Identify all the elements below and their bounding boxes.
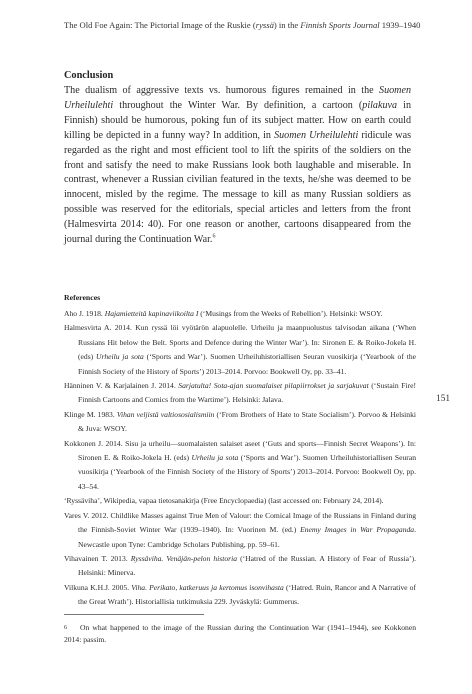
ref-text: (‘From Brothers of Hate to State Socialism’). Porvoo & Helsinki & Juva: WSOY.: [78, 409, 416, 434]
reference-item: [64, 437, 416, 495]
footnote-text: On what happened to the image of the Russian during the Continuation War (1941–1944), see Kokkonen 2014: passim.: [64, 623, 416, 644]
ref-text: (‘Hatred of the Russian. A History of Fear of Russia’). Helsinki: Minerva.: [78, 553, 416, 578]
footnote-reference[interactable]: 6: [212, 233, 216, 240]
running-head-journal: Finnish Sports Journal: [300, 20, 380, 30]
ref-text: Hänninen V. & Karjalainen J. 2014.: [64, 381, 179, 391]
body-text: ridicule was regarded as the right and most efficient tool to lift the spirits of the soldiers on the front and satisfy the need to make Russians look both laughable and miserable. In contrast, whenever a Russian civilian featured in the texts, he/she was deemed to be innocent, misled by the regime. The message to kill as many Russian soldiers as possible was reserved for the editorials, special articles and letters from the front (Halmesvirta 2014: 40). For one reason or another, cartoons disappeared from the journal during the Continuation War.: [64, 129, 411, 246]
ref-text: Vihavainen T. 2013.: [64, 553, 131, 563]
reference-item: [64, 408, 416, 437]
ref-title: Hajamietteitä kapinaviikoilta I: [104, 309, 199, 318]
ref-text: (‘Sports and War’). Suomen Urheiluhistoriallisen Seuran vuosikirja (‘Yearbook of the Finnish Society of the History of Sports’) 2013–2014. Porvoo: Bookwell Oy, pp. 33–41.: [78, 352, 416, 376]
ref-text: ‘Ryssäviha’, Wikipedia, vapaa tietosanakirja (Free Encyclopaedia) (last accessed on: February 24, 2014).: [64, 496, 384, 506]
running-head-text: 1939–1940: [379, 20, 421, 30]
footnote-divider: [64, 614, 204, 615]
ref-text: Vilkuna K.H.J. 2005.: [64, 582, 132, 592]
ref-title: Viha. Perikato, katkeruus ja kertomus isonvihasta: [131, 582, 284, 592]
ref-text: (‘Musings from the Weeks of Rebellion’). Helsinki: WSOY.: [198, 309, 383, 318]
ref-text: (‘Sustain Fire! Finnish Cartoons and Comics from the Wartime’). Helsinki: Jalava.: [78, 381, 416, 405]
body-text: in Finnish) should be humorous, poking fun of its subject matter. How on earth could killing be depicted in a funny way? In addition, in: [64, 99, 411, 141]
running-head-text: ) in the: [273, 20, 301, 30]
body-text: The dualism of aggressive texts vs. humorous figures remained in the: [64, 85, 380, 96]
page-number: 151: [436, 394, 451, 404]
ref-text: Halmesvirta A. 2014. Kun ryssä löi vyötärön alapuolelle. Urheilu ja maanpuolustus talvisodan aikana (‘When Russians Hit below the Belt. Sports and Defence during the Winter War’). In: Sironen E. & Roiko-Jokela H. (eds): [64, 323, 416, 362]
ref-title: Urheilu ja sota: [96, 352, 144, 362]
references-list: [64, 307, 416, 610]
ref-title: Urheilu ja sota: [191, 453, 239, 463]
finnish-term: pilakuva: [362, 99, 398, 111]
reference-item: [64, 307, 416, 321]
ref-title: Sarjatulta! Sota-ajan suomalaiset pilapiirrokset ja sarjakuvat: [178, 381, 369, 391]
ref-text: Aho J. 1918.: [64, 309, 105, 318]
ref-text: Vares V. 2012. Childlike Masses against True Men of Valour: the Comical Image of the Russians in Finland during the Finnish-Soviet Winter War (1939–1940). In: Vuorinen M. (ed.): [64, 510, 416, 535]
references-heading: References: [64, 293, 101, 302]
reference-item: [64, 509, 416, 552]
footnote-mark: 6: [64, 625, 67, 631]
reference-item: [64, 494, 416, 508]
ref-text: (‘Hatred. Ruin, Rancor and A Narrative of the Great Wrath’). Historiallisia tutkimuksia 229. Jyväskylä: Gummerus.: [78, 582, 416, 607]
ref-title: Ryssäviha. Venäjän-pelon historia: [130, 553, 237, 563]
reference-item: [64, 321, 416, 379]
reference-item: [64, 379, 416, 408]
ref-text: Klinge M. 1983.: [64, 409, 117, 419]
ref-text: . Newcastle upon Tyne: Cambridge Scholars Publishing, pp. 59–61.: [78, 525, 416, 549]
ref-text: (‘Sports and War’). Suomen Urheiluhistoriallisen Seuran vuosikirja (‘Yearbook of the Finnish Society of the History of Sports’) 2013–2014. Porvoo: Bookwell Oy, pp. 43–54.: [78, 453, 416, 491]
journal-title: Suomen Urheilulehti: [64, 85, 411, 111]
running-head-text: The Old Foe Again: The Pictorial Image of the Ruskie (: [64, 20, 256, 30]
running-head-term: ryssä: [255, 20, 274, 30]
running-head: [64, 20, 421, 31]
ref-text: Kokkonen J. 2014. Sisu ja urheilu—suomalaisten salaiset aseet (‘Guts and sports—Finnish Secret Weapons’). In: Sironen E. & Roiko-Jokela H. (eds): [64, 438, 416, 463]
footnote: [64, 622, 416, 646]
ref-title: Vihan veljistä valtiososialismiin: [116, 409, 215, 419]
section-title-conclusion: Conclusion: [64, 70, 114, 81]
ref-title: Enemy Images in War Propaganda: [300, 525, 415, 535]
reference-item: [64, 581, 416, 610]
reference-item: [64, 552, 416, 581]
conclusion-paragraph: [64, 84, 411, 248]
journal-title: Suomen Urheilulehti: [274, 129, 359, 141]
body-text: throughout the Winter War. By definition, a cartoon (: [113, 99, 363, 111]
